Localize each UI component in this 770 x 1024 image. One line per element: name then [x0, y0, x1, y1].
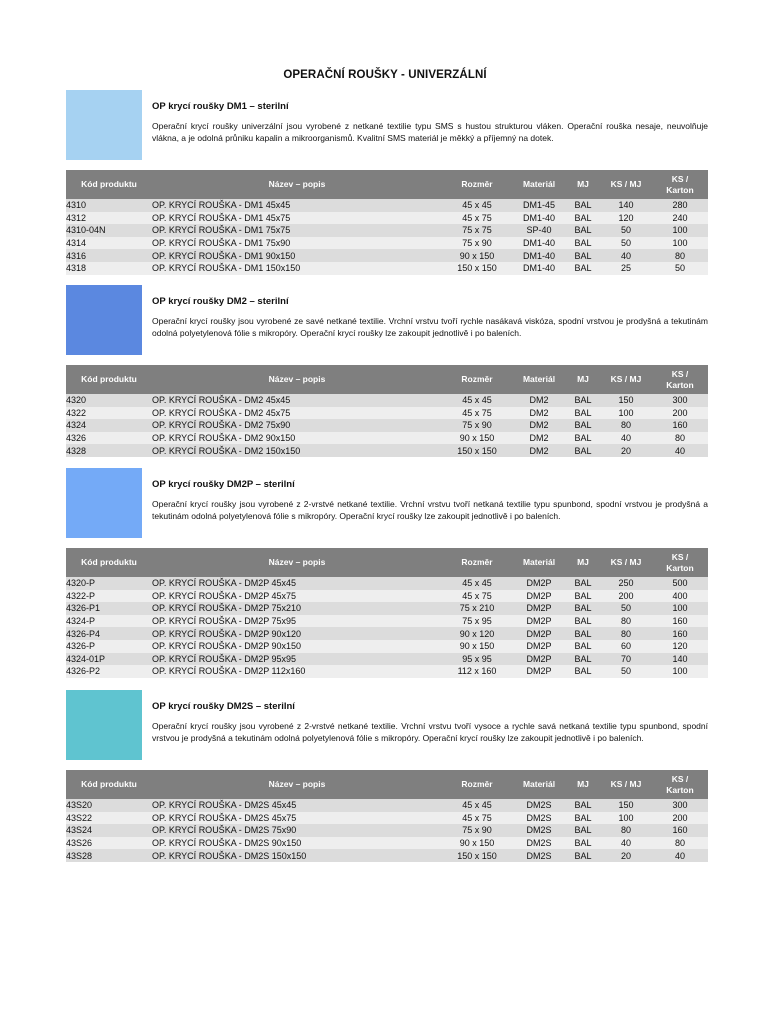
size-cell: 75 x 90	[442, 237, 512, 250]
table-row	[66, 653, 708, 666]
material-cell: DM1-40	[512, 249, 566, 262]
size-cell: 45 x 75	[442, 407, 512, 420]
material-cell: DM1-40	[512, 262, 566, 275]
product-table	[66, 365, 708, 457]
column-header-label: Materiál	[522, 557, 556, 567]
column-header-product-code	[66, 770, 152, 799]
pcs-per-carton-cell: 160	[652, 627, 708, 640]
column-header-label: MJ	[577, 374, 589, 384]
column-header-pcs-per-carton	[652, 365, 708, 394]
column-header-pcs-per-unit	[600, 770, 652, 799]
table-row	[66, 577, 708, 590]
pcs-per-unit-cell: 40	[600, 432, 652, 445]
size-cell: 45 x 45	[442, 199, 512, 212]
pcs-per-carton-cell: 160	[652, 824, 708, 837]
product-name-cell: OP. KRYCÍ ROUŠKA - DM2S 150x150	[152, 849, 442, 862]
product-name-cell: OP. KRYCÍ ROUŠKA - DM2P 45x45	[152, 577, 442, 590]
product-name-cell: OP. KRYCÍ ROUŠKA - DM1 75x90	[152, 237, 442, 250]
product-name-cell: OP. KRYCÍ ROUŠKA - DM2S 45x45	[152, 799, 442, 812]
material-cell: DM2	[512, 419, 566, 432]
product-code-cell: 43S22	[66, 812, 152, 825]
product-name-cell: OP. KRYCÍ ROUŠKA - DM1 150x150	[152, 262, 442, 275]
table-row	[66, 444, 708, 457]
pcs-per-carton-cell: 40	[652, 444, 708, 457]
product-name-cell: OP. KRYCÍ ROUŠKA - DM2S 75x90	[152, 824, 442, 837]
product-name-cell: OP. KRYCÍ ROUŠKA - DM2S 45x75	[152, 812, 442, 825]
unit-cell: BAL	[566, 432, 600, 445]
section-heading: OP krycí roušky DM1 – sterilní	[152, 101, 289, 112]
material-cell: DM2P	[512, 665, 566, 678]
column-header-unit	[566, 365, 600, 394]
product-name-cell: OP. KRYCÍ ROUŠKA - DM2P 45x75	[152, 590, 442, 603]
column-header-size	[442, 548, 512, 577]
material-cell: DM2	[512, 444, 566, 457]
table-row	[66, 212, 708, 225]
column-header-size	[442, 770, 512, 799]
pcs-per-carton-cell: 50	[652, 262, 708, 275]
section-heading: OP krycí roušky DM2 – sterilní	[152, 296, 289, 307]
material-cell: SP-40	[512, 224, 566, 237]
product-code-cell: 43S24	[66, 824, 152, 837]
column-header-label: Materiál	[522, 779, 556, 789]
pcs-per-unit-cell: 50	[600, 602, 652, 615]
pcs-per-unit-cell: 100	[600, 407, 652, 420]
product-code-cell: 4324	[66, 419, 152, 432]
product-name-cell: OP. KRYCÍ ROUŠKA - DM2 45x45	[152, 394, 442, 407]
table-row	[66, 394, 708, 407]
column-header-label: Kód produktu	[81, 179, 137, 189]
table-row	[66, 665, 708, 678]
size-cell: 150 x 150	[442, 444, 512, 457]
pcs-per-carton-cell: 80	[652, 432, 708, 445]
product-code-cell: 4310-04N	[66, 224, 152, 237]
pcs-per-unit-cell: 50	[600, 237, 652, 250]
column-header-size	[442, 365, 512, 394]
unit-cell: BAL	[566, 665, 600, 678]
material-cell: DM2P	[512, 615, 566, 628]
pcs-per-unit-cell: 120	[600, 212, 652, 225]
product-name-cell: OP. KRYCÍ ROUŠKA - DM1 45x45	[152, 199, 442, 212]
table-row	[66, 249, 708, 262]
column-header-pcs-per-unit	[600, 365, 652, 394]
product-code-cell: 4314	[66, 237, 152, 250]
table-row	[66, 432, 708, 445]
column-header-product-name	[152, 365, 442, 394]
product-code-cell: 43S26	[66, 837, 152, 850]
product-code-cell: 4326-P4	[66, 627, 152, 640]
column-header-size	[442, 170, 512, 199]
material-cell: DM2S	[512, 849, 566, 862]
column-header-material	[512, 770, 566, 799]
pcs-per-carton-cell: 400	[652, 590, 708, 603]
size-cell: 45 x 45	[442, 394, 512, 407]
material-cell: DM1-40	[512, 237, 566, 250]
product-code-cell: 4324-P	[66, 615, 152, 628]
material-cell: DM2P	[512, 577, 566, 590]
pcs-per-carton-cell: 120	[652, 640, 708, 653]
column-header-label: Karton	[666, 379, 694, 390]
size-cell: 150 x 150	[442, 849, 512, 862]
pcs-per-unit-cell: 40	[600, 837, 652, 850]
pcs-per-carton-cell: 300	[652, 799, 708, 812]
material-cell: DM1-40	[512, 212, 566, 225]
column-header-label: KS / MJ	[610, 374, 642, 384]
product-code-cell: 4322	[66, 407, 152, 420]
table-row	[66, 419, 708, 432]
product-name-cell: OP. KRYCÍ ROUŠKA - DM2 150x150	[152, 444, 442, 457]
product-code-cell: 4326	[66, 432, 152, 445]
pcs-per-unit-cell: 150	[600, 394, 652, 407]
section-description: Operační krycí roušky jsou vyrobené ze savé netkané textilie. Vrchní vrstvu tvoří rychle nasákavá viskóza, spodní vrstvou je prodyšná a tekutinám odolná polyetylenová fólie s mikropóry. Operační krycí roušky lze zakoupit jednotlivě i po baleních.	[152, 316, 708, 338]
pcs-per-unit-cell: 60	[600, 640, 652, 653]
column-header-label: KS /	[671, 773, 689, 784]
column-header-label: MJ	[577, 557, 589, 567]
section-heading: OP krycí roušky DM2S – sterilní	[152, 701, 295, 712]
column-header-label: Rozměr	[461, 374, 493, 384]
unit-cell: BAL	[566, 407, 600, 420]
table-row	[66, 237, 708, 250]
pcs-per-unit-cell: 25	[600, 262, 652, 275]
column-header-unit	[566, 548, 600, 577]
unit-cell: BAL	[566, 824, 600, 837]
table-row	[66, 590, 708, 603]
size-cell: 75 x 75	[442, 224, 512, 237]
column-header-label: MJ	[577, 179, 589, 189]
size-cell: 90 x 150	[442, 640, 512, 653]
column-header-label: KS /	[671, 368, 689, 379]
pcs-per-unit-cell: 50	[600, 224, 652, 237]
column-header-material	[512, 170, 566, 199]
table-row	[66, 199, 708, 212]
color-swatch	[66, 285, 142, 355]
product-name-cell: OP. KRYCÍ ROUŠKA - DM2P 75x210	[152, 602, 442, 615]
table-header-row	[66, 170, 708, 199]
column-header-label: Kód produktu	[81, 557, 137, 567]
section-description: Operační krycí roušky univerzální jsou vyrobené z netkané textilie typu SMS s hustou strukturou vláken. Operační rouška nesaje, neuvolňuje vlákna, a je odolná průniku kapalin a mikroorganismů. Kvalitní SMS materiál je měkký a příjemný na dotek.	[152, 121, 708, 143]
column-header-label: Karton	[666, 784, 694, 795]
column-header-label: Rozměr	[461, 557, 493, 567]
table-row	[66, 849, 708, 862]
column-header-pcs-per-unit	[600, 548, 652, 577]
product-name-cell: OP. KRYCÍ ROUŠKA - DM2P 95x95	[152, 653, 442, 666]
product-name-cell: OP. KRYCÍ ROUŠKA - DM2P 90x120	[152, 627, 442, 640]
column-header-label: Název – popis	[268, 179, 326, 189]
unit-cell: BAL	[566, 615, 600, 628]
size-cell: 75 x 95	[442, 615, 512, 628]
product-name-cell: OP. KRYCÍ ROUŠKA - DM2 45x75	[152, 407, 442, 420]
unit-cell: BAL	[566, 394, 600, 407]
product-name-cell: OP. KRYCÍ ROUŠKA - DM2P 75x95	[152, 615, 442, 628]
pcs-per-carton-cell: 100	[652, 602, 708, 615]
unit-cell: BAL	[566, 602, 600, 615]
product-name-cell: OP. KRYCÍ ROUŠKA - DM2 90x150	[152, 432, 442, 445]
unit-cell: BAL	[566, 262, 600, 275]
unit-cell: BAL	[566, 590, 600, 603]
table-row	[66, 407, 708, 420]
product-table	[66, 770, 708, 862]
column-header-unit	[566, 770, 600, 799]
pcs-per-carton-cell: 300	[652, 394, 708, 407]
size-cell: 90 x 150	[442, 249, 512, 262]
column-header-label: Materiál	[522, 179, 556, 189]
column-header-label: Materiál	[522, 374, 556, 384]
unit-cell: BAL	[566, 653, 600, 666]
column-header-unit	[566, 170, 600, 199]
column-header-label: Název – popis	[268, 557, 326, 567]
color-swatch	[66, 90, 142, 160]
unit-cell: BAL	[566, 799, 600, 812]
column-header-label: KS /	[671, 173, 689, 184]
pcs-per-unit-cell: 250	[600, 577, 652, 590]
size-cell: 45 x 75	[442, 212, 512, 225]
unit-cell: BAL	[566, 640, 600, 653]
unit-cell: BAL	[566, 199, 600, 212]
product-code-cell: 4312	[66, 212, 152, 225]
unit-cell: BAL	[566, 249, 600, 262]
material-cell: DM2S	[512, 799, 566, 812]
material-cell: DM2P	[512, 602, 566, 615]
pcs-per-unit-cell: 50	[600, 665, 652, 678]
table-header-row	[66, 770, 708, 799]
material-cell: DM2	[512, 432, 566, 445]
column-header-label: MJ	[577, 779, 589, 789]
size-cell: 112 x 160	[442, 665, 512, 678]
size-cell: 75 x 210	[442, 602, 512, 615]
product-name-cell: OP. KRYCÍ ROUŠKA - DM2P 90x150	[152, 640, 442, 653]
unit-cell: BAL	[566, 224, 600, 237]
pcs-per-unit-cell: 200	[600, 590, 652, 603]
pcs-per-unit-cell: 70	[600, 653, 652, 666]
product-code-cell: 4322-P	[66, 590, 152, 603]
pcs-per-carton-cell: 200	[652, 407, 708, 420]
column-header-label: Kód produktu	[81, 374, 137, 384]
table-row	[66, 799, 708, 812]
pcs-per-unit-cell: 80	[600, 824, 652, 837]
table-row	[66, 812, 708, 825]
column-header-label: Karton	[666, 562, 694, 573]
product-name-cell: OP. KRYCÍ ROUŠKA - DM2 75x90	[152, 419, 442, 432]
pcs-per-carton-cell: 160	[652, 419, 708, 432]
column-header-pcs-per-carton	[652, 548, 708, 577]
product-code-cell: 4310	[66, 199, 152, 212]
table-row	[66, 262, 708, 275]
column-header-product-code	[66, 170, 152, 199]
column-header-label: Rozměr	[461, 179, 493, 189]
column-header-material	[512, 365, 566, 394]
size-cell: 45 x 75	[442, 590, 512, 603]
pcs-per-carton-cell: 100	[652, 224, 708, 237]
product-code-cell: 4326-P1	[66, 602, 152, 615]
product-table	[66, 170, 708, 275]
material-cell: DM1-45	[512, 199, 566, 212]
column-header-pcs-per-unit	[600, 170, 652, 199]
pcs-per-unit-cell: 80	[600, 419, 652, 432]
unit-cell: BAL	[566, 837, 600, 850]
pcs-per-carton-cell: 240	[652, 212, 708, 225]
color-swatch	[66, 468, 142, 538]
column-header-label: Název – popis	[268, 374, 326, 384]
unit-cell: BAL	[566, 237, 600, 250]
unit-cell: BAL	[566, 212, 600, 225]
product-code-cell: 43S20	[66, 799, 152, 812]
unit-cell: BAL	[566, 849, 600, 862]
pcs-per-unit-cell: 20	[600, 849, 652, 862]
material-cell: DM2P	[512, 653, 566, 666]
pcs-per-carton-cell: 100	[652, 665, 708, 678]
column-header-label: KS / MJ	[610, 779, 642, 789]
product-name-cell: OP. KRYCÍ ROUŠKA - DM2P 112x160	[152, 665, 442, 678]
product-code-cell: 4318	[66, 262, 152, 275]
table-row	[66, 602, 708, 615]
column-header-label: KS / MJ	[610, 557, 642, 567]
table-row	[66, 837, 708, 850]
size-cell: 95 x 95	[442, 653, 512, 666]
pcs-per-unit-cell: 80	[600, 627, 652, 640]
pcs-per-carton-cell: 200	[652, 812, 708, 825]
material-cell: DM2S	[512, 824, 566, 837]
section-description: Operační krycí roušky jsou vyrobené z 2-vrstvé netkané textilie. Vrchní vrstvu tvoří vysoce a rychle savá netkaná textilie typu spunbond, spodní vrstvou je prodyšná a tekutinám odolná polyetylenová fólie s mikropóry. Operační krycí roušky lze zakoupit jednotlivě i po baleních.	[152, 721, 708, 743]
unit-cell: BAL	[566, 577, 600, 590]
pcs-per-unit-cell: 20	[600, 444, 652, 457]
column-header-product-name	[152, 170, 442, 199]
size-cell: 90 x 150	[442, 837, 512, 850]
product-code-cell: 4326-P	[66, 640, 152, 653]
pcs-per-unit-cell: 150	[600, 799, 652, 812]
material-cell: DM2P	[512, 640, 566, 653]
unit-cell: BAL	[566, 812, 600, 825]
pcs-per-carton-cell: 500	[652, 577, 708, 590]
unit-cell: BAL	[566, 627, 600, 640]
size-cell: 90 x 150	[442, 432, 512, 445]
pcs-per-carton-cell: 280	[652, 199, 708, 212]
product-name-cell: OP. KRYCÍ ROUŠKA - DM2S 90x150	[152, 837, 442, 850]
color-swatch	[66, 690, 142, 760]
table-header-row	[66, 365, 708, 394]
size-cell: 45 x 75	[442, 812, 512, 825]
pcs-per-unit-cell: 40	[600, 249, 652, 262]
material-cell: DM2P	[512, 590, 566, 603]
material-cell: DM2P	[512, 627, 566, 640]
column-header-pcs-per-carton	[652, 770, 708, 799]
column-header-material	[512, 548, 566, 577]
size-cell: 45 x 45	[442, 799, 512, 812]
table-row	[66, 627, 708, 640]
column-header-product-name	[152, 770, 442, 799]
table-row	[66, 615, 708, 628]
product-name-cell: OP. KRYCÍ ROUŠKA - DM1 90x150	[152, 249, 442, 262]
pcs-per-carton-cell: 140	[652, 653, 708, 666]
column-header-product-code	[66, 365, 152, 394]
size-cell: 150 x 150	[442, 262, 512, 275]
section-description: Operační krycí roušky jsou vyrobené z 2-vrstvé netkané textilie. Vrchní vrstvu tvoří netkaná textilie typu spunbond, spodní vrstvou je prodyšná a tekutinám odolná polyetylenová fólie s mikropóry. Operační krycí roušky lze zakoupit jednotlivě i po baleních.	[152, 499, 708, 521]
product-code-cell: 43S28	[66, 849, 152, 862]
column-header-product-name	[152, 548, 442, 577]
product-code-cell: 4316	[66, 249, 152, 262]
pcs-per-unit-cell: 140	[600, 199, 652, 212]
pcs-per-unit-cell: 80	[600, 615, 652, 628]
table-row	[66, 640, 708, 653]
column-header-label: Rozměr	[461, 779, 493, 789]
pcs-per-carton-cell: 100	[652, 237, 708, 250]
size-cell: 75 x 90	[442, 824, 512, 837]
product-name-cell: OP. KRYCÍ ROUŠKA - DM1 45x75	[152, 212, 442, 225]
product-code-cell: 4320	[66, 394, 152, 407]
table-header-row	[66, 548, 708, 577]
pcs-per-carton-cell: 80	[652, 837, 708, 850]
column-header-pcs-per-carton	[652, 170, 708, 199]
table-row	[66, 224, 708, 237]
product-code-cell: 4328	[66, 444, 152, 457]
column-header-label: Kód produktu	[81, 779, 137, 789]
table-row	[66, 824, 708, 837]
pcs-per-carton-cell: 160	[652, 615, 708, 628]
section-heading: OP krycí roušky DM2P – sterilní	[152, 479, 295, 490]
product-code-cell: 4320-P	[66, 577, 152, 590]
size-cell: 90 x 120	[442, 627, 512, 640]
product-code-cell: 4326-P2	[66, 665, 152, 678]
material-cell: DM2S	[512, 837, 566, 850]
size-cell: 45 x 45	[442, 577, 512, 590]
material-cell: DM2	[512, 407, 566, 420]
unit-cell: BAL	[566, 444, 600, 457]
pcs-per-carton-cell: 80	[652, 249, 708, 262]
unit-cell: BAL	[566, 419, 600, 432]
column-header-product-code	[66, 548, 152, 577]
column-header-label: KS / MJ	[610, 179, 642, 189]
column-header-label: KS /	[671, 551, 689, 562]
column-header-label: Karton	[666, 184, 694, 195]
product-name-cell: OP. KRYCÍ ROUŠKA - DM1 75x75	[152, 224, 442, 237]
size-cell: 75 x 90	[442, 419, 512, 432]
product-code-cell: 4324-01P	[66, 653, 152, 666]
pcs-per-unit-cell: 100	[600, 812, 652, 825]
material-cell: DM2S	[512, 812, 566, 825]
material-cell: DM2	[512, 394, 566, 407]
page-title: OPERAČNÍ ROUŠKY - UNIVERZÁLNÍ	[283, 69, 487, 81]
pcs-per-carton-cell: 40	[652, 849, 708, 862]
product-table	[66, 548, 708, 678]
column-header-label: Název – popis	[268, 779, 326, 789]
